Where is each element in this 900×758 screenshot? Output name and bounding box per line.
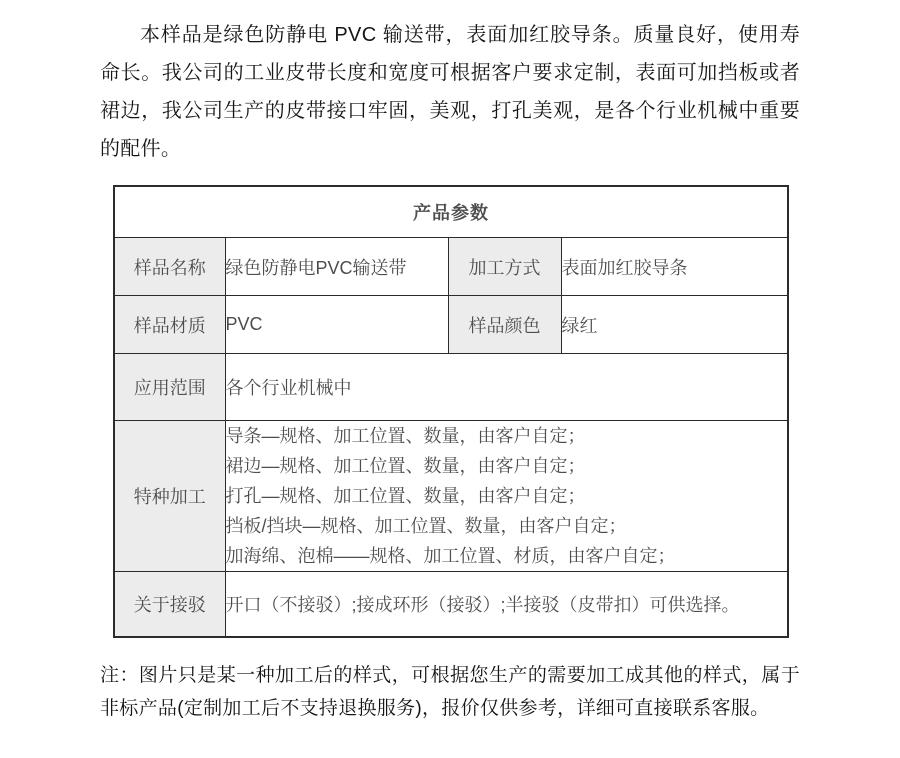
table-title: 产品参数	[114, 186, 788, 238]
param-label-application-range: 应用范围	[114, 354, 225, 421]
table-row-special-processing	[114, 421, 788, 572]
table-row-material	[114, 296, 788, 354]
param-label-sample-material: 样品材质	[114, 296, 225, 354]
table-title-row	[114, 186, 788, 238]
table-row-joining	[114, 572, 788, 638]
param-label-sample-color: 样品颜色	[448, 296, 561, 354]
product-params-table	[113, 185, 789, 638]
table-row-application	[114, 354, 788, 421]
param-label-processing-method: 加工方式	[448, 238, 561, 296]
param-label-special-processing: 特种加工	[114, 421, 225, 572]
param-label-joining: 关于接驳	[114, 572, 225, 638]
param-value-joining: 开口（不接驳）;接成环形（接驳）;半接驳（皮带扣）可供选择。	[225, 572, 788, 638]
param-value-processing-method: 表面加红胶导条	[561, 238, 788, 296]
special-processing-line-baffle: 挡板/挡块—规格、加工位置、数量，由客户自定；	[225, 516, 627, 536]
special-processing-line-skirt: 裙边—规格、加工位置、数量，由客户自定；	[225, 456, 586, 476]
param-label-sample-name: 样品名称	[114, 238, 225, 296]
table-row-sample-name	[114, 238, 788, 296]
note-paragraph: 注：图片只是某一种加工后的样式，可根据您生产的需要加工成其他的样式，属于非标产品(定制加工后不支持退换服务)，报价仅供参考，详细可直接联系客服。	[100, 665, 800, 719]
intro-paragraph: 本样品是绿色防静电 PVC 输送带，表面加红胶导条。质量良好，使用寿命长。我公司的工业皮带长度和宽度可根据客户要求定制，表面可加挡板或者裙边，我公司生产的皮带接口牢固，美观，打孔美观，是各个行业机械中重要的配件。	[100, 24, 800, 160]
special-processing-line-punching: 打孔—规格、加工位置、数量，由客户自定；	[225, 486, 586, 506]
special-processing-line-guide-strip: 导条—规格、加工位置、数量，由客户自定；	[225, 426, 586, 446]
param-value-sample-color: 绿红	[561, 296, 788, 354]
param-value-sample-name: 绿色防静电PVC输送带	[225, 238, 448, 296]
param-value-sample-material: PVC	[225, 296, 448, 354]
special-processing-line-sponge-foam: 加海绵、泡棉——规格、加工位置、材质，由客户自定；	[225, 546, 676, 566]
param-value-application-range: 各个行业机械中	[225, 354, 788, 421]
param-value-special-processing	[225, 421, 788, 572]
